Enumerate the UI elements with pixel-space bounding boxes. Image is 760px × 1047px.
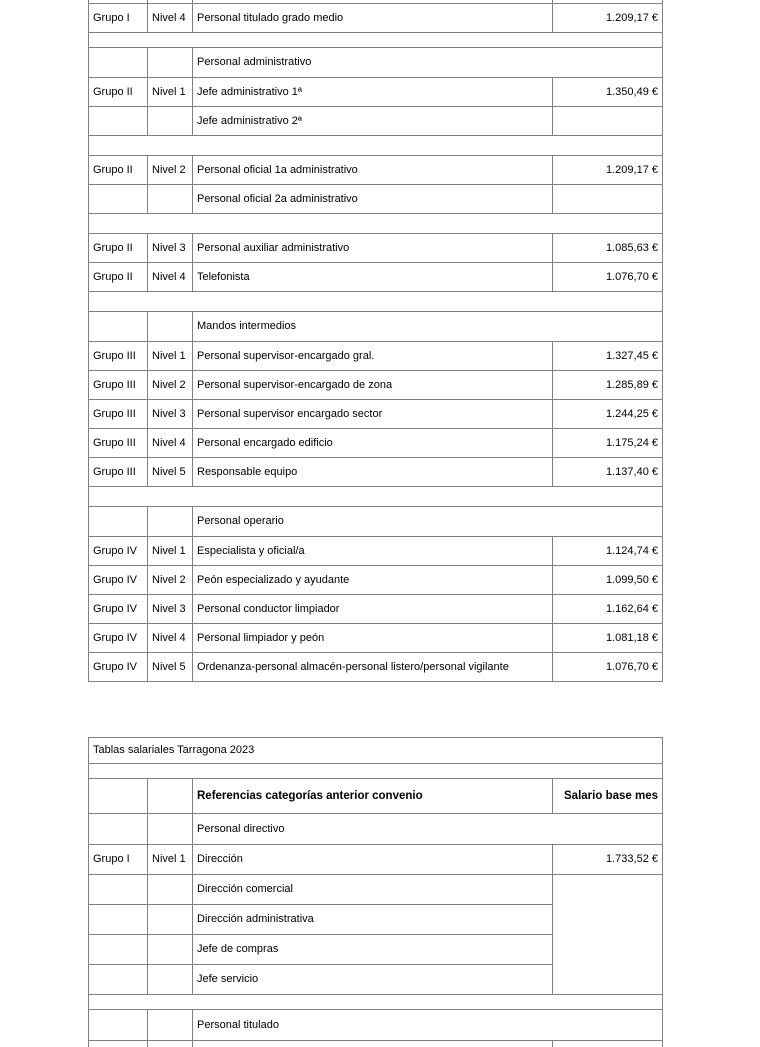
salary-cell-merged [553, 875, 663, 995]
table-row [89, 537, 663, 566]
salary-cell: 1.350,49 € [553, 78, 663, 107]
nivel-cell: Nivel 1 [148, 845, 193, 875]
categoria-cell: Personal supervisor-encargado de zona [193, 371, 553, 400]
table-row [89, 234, 663, 263]
nivel-cell: Nivel 2 [148, 371, 193, 400]
categoria-cell: Personal auxiliar administrativo [193, 234, 553, 263]
table-row [89, 995, 663, 1010]
salary-cell: 1.209,17 € [553, 4, 663, 33]
categoria-cell: Personal limpiador y peón [193, 624, 553, 653]
table-row [89, 1010, 663, 1041]
nivel-cell: Nivel 5 [148, 458, 193, 487]
table-row [89, 458, 663, 487]
table-row [89, 371, 663, 400]
nivel-cell [148, 312, 193, 342]
nivel-cell [148, 48, 193, 78]
nivel-cell: Nivel 2 [148, 156, 193, 185]
grupo-cell [89, 905, 148, 935]
grupo-cell: Grupo III [89, 342, 148, 371]
salary-table-tarragona-2023-body [89, 738, 663, 1047]
table-row [89, 875, 663, 905]
grupo-cell: Grupo IV [89, 537, 148, 566]
table-row [89, 566, 663, 595]
grupo-cell [89, 185, 148, 214]
table-title-cell: Tablas salariales Tarragona 2023 [89, 738, 663, 764]
nivel-cell [148, 965, 193, 995]
nivel-cell [148, 905, 193, 935]
salary-cell: 1.209,17 € [553, 156, 663, 185]
grupo-cell: Grupo IV [89, 653, 148, 682]
categoria-cell: Dirección comercial [193, 875, 553, 905]
nivel-cell: Nivel 4 [148, 4, 193, 33]
spacer-cell [89, 487, 663, 507]
grupo-cell: Grupo IV [89, 566, 148, 595]
table-row [89, 738, 663, 764]
categoria-cell: Personal titulado grado medio [193, 4, 553, 33]
categoria-cell: Telefonista [193, 263, 553, 292]
nivel-cell [148, 814, 193, 845]
table-row [89, 214, 663, 234]
grupo-cell [89, 48, 148, 78]
spacer-cell [89, 33, 663, 48]
categoria-cell: Jefe servicio [193, 965, 553, 995]
grupo-cell [89, 965, 148, 995]
salary-cell: 1.076,70 € [553, 653, 663, 682]
grupo-cell: Grupo IV [89, 595, 148, 624]
table-row [89, 624, 663, 653]
table-row [89, 48, 663, 78]
salary-cell: 1.081,18 € [553, 624, 663, 653]
spacer-cell [89, 995, 663, 1010]
table-row [89, 156, 663, 185]
nivel-cell: Nivel 1 [148, 342, 193, 371]
table-row [89, 263, 663, 292]
table-row [89, 487, 663, 507]
nivel-cell [148, 1010, 193, 1041]
salary-cell: 1.085,63 € [553, 234, 663, 263]
categoria-cell: Dirección [193, 845, 553, 875]
table-row [89, 595, 663, 624]
grupo-cell: Grupo II [89, 156, 148, 185]
grupo-cell [89, 1010, 148, 1041]
grupo-cell: Grupo II [89, 263, 148, 292]
grupo-cell [89, 312, 148, 342]
nivel-cell [148, 507, 193, 537]
grupo-cell: Grupo I [89, 845, 148, 875]
table-row [89, 1041, 663, 1047]
table-row [89, 814, 663, 845]
categoria-cell: Peón especializado y ayudante [193, 566, 553, 595]
spacer-cell [89, 292, 663, 312]
salary-cell: 1.162,64 € [553, 595, 663, 624]
grupo-cell: Grupo II [89, 234, 148, 263]
grupo-cell: Grupo II [89, 78, 148, 107]
nivel-cell: Nivel 5 [148, 653, 193, 682]
nivel-cell [148, 185, 193, 214]
salary-cell [553, 107, 663, 136]
salary-cell: 1.244,25 € [553, 400, 663, 429]
table-row [89, 400, 663, 429]
salary-cell [553, 185, 663, 214]
nivel-cell: Nivel 4 [148, 429, 193, 458]
salary-cell: 1.137,40 € [553, 458, 663, 487]
spacer-cell [89, 214, 663, 234]
grupo-cell [89, 814, 148, 845]
table-row [89, 33, 663, 48]
salary-cell: 1.733,52 € [553, 845, 663, 875]
grupo-cell: Grupo III [89, 429, 148, 458]
table-row [89, 292, 663, 312]
grupo-cell [89, 1041, 148, 1047]
grupo-cell [89, 935, 148, 965]
nivel-header-cell [148, 779, 193, 814]
salary-cell: 1.099,50 € [553, 566, 663, 595]
categoria-cell: Especialista y oficial/a [193, 537, 553, 566]
salary-cell: 1.327,45 € [553, 342, 663, 371]
salary-table-continued [88, 0, 663, 682]
table-row [89, 779, 663, 814]
categoria-cell [193, 1041, 553, 1047]
salary-cell: 1.124,74 € [553, 537, 663, 566]
grupo-cell: Grupo III [89, 458, 148, 487]
salary-cell: 1.175,24 € [553, 429, 663, 458]
nivel-cell [148, 107, 193, 136]
nivel-cell: Nivel 2 [148, 566, 193, 595]
section-label-cell: Personal titulado [193, 1010, 663, 1041]
nivel-cell: Nivel 3 [148, 234, 193, 263]
categoria-cell: Personal conductor limpiador [193, 595, 553, 624]
grupo-cell: Grupo III [89, 400, 148, 429]
table-row [89, 653, 663, 682]
nivel-cell [148, 875, 193, 905]
salary-cell [553, 1041, 663, 1047]
section-label-cell: Personal operario [193, 507, 663, 537]
nivel-cell: Nivel 3 [148, 400, 193, 429]
table-row [89, 107, 663, 136]
table-row [89, 4, 663, 33]
nivel-cell [148, 1041, 193, 1047]
grupo-cell [89, 107, 148, 136]
categoria-cell: Responsable equipo [193, 458, 553, 487]
grupo-cell: Grupo IV [89, 624, 148, 653]
section-label-cell: Personal directivo [193, 814, 663, 845]
nivel-cell: Nivel 1 [148, 537, 193, 566]
categoria-cell: Personal encargado edificio [193, 429, 553, 458]
salary-cell: 1.076,70 € [553, 263, 663, 292]
table-row [89, 845, 663, 875]
table-row [89, 136, 663, 156]
salary-table-tarragona-2023 [88, 737, 663, 1047]
section-label-cell: Mandos intermedios [193, 312, 663, 342]
categoria-cell: Ordenanza-personal almacén-personal listero/personal vigilante [193, 653, 553, 682]
categoria-cell: Jefe administrativo 2ª [193, 107, 553, 136]
salary-cell: 1.285,89 € [553, 371, 663, 400]
nivel-cell: Nivel 1 [148, 78, 193, 107]
grupo-header-cell [89, 779, 148, 814]
salary-table-continued-body [89, 0, 663, 682]
categoria-cell: Personal oficial 2a administrativo [193, 185, 553, 214]
spacer-cell [89, 764, 663, 779]
categoria-cell: Personal supervisor-encargado gral. [193, 342, 553, 371]
section-label-cell: Personal administrativo [193, 48, 663, 78]
table-row [89, 312, 663, 342]
grupo-cell: Grupo I [89, 4, 148, 33]
table-row [89, 764, 663, 779]
nivel-cell: Nivel 4 [148, 263, 193, 292]
nivel-cell: Nivel 3 [148, 595, 193, 624]
categoria-cell: Jefe administrativo 1ª [193, 78, 553, 107]
grupo-cell [89, 875, 148, 905]
nivel-cell [148, 935, 193, 965]
categoria-cell: Personal oficial 1a administrativo [193, 156, 553, 185]
salario-header-cell: Salario base mes [553, 779, 663, 814]
grupo-cell: Grupo III [89, 371, 148, 400]
table-row [89, 342, 663, 371]
table-row [89, 429, 663, 458]
nivel-cell: Nivel 4 [148, 624, 193, 653]
table-row [89, 185, 663, 214]
categoria-header-cell: Referencias categorías anterior convenio [193, 779, 553, 814]
table-row [89, 78, 663, 107]
categoria-cell: Personal supervisor encargado sector [193, 400, 553, 429]
table-row [89, 507, 663, 537]
grupo-cell [89, 507, 148, 537]
spacer-cell [89, 136, 663, 156]
categoria-cell: Dirección administrativa [193, 905, 553, 935]
categoria-cell: Jefe de compras [193, 935, 553, 965]
